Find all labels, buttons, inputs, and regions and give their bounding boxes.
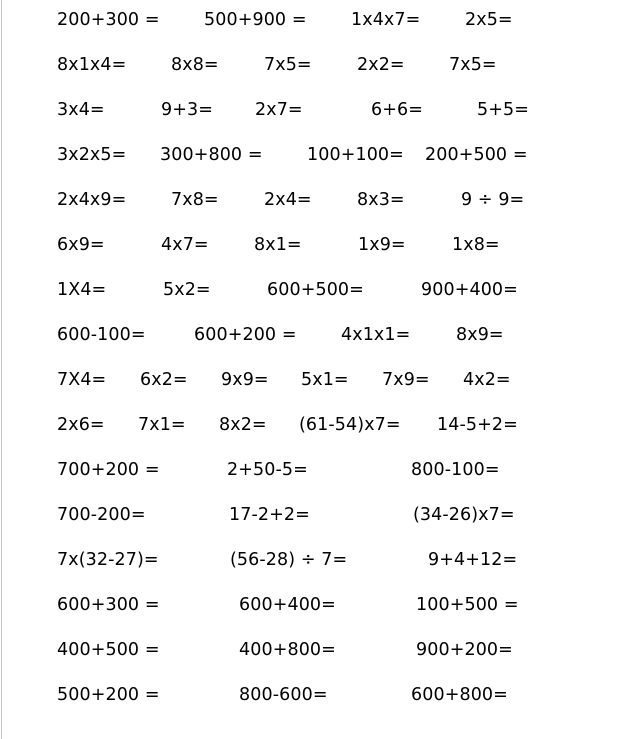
math-problem: 6+6= <box>371 100 423 120</box>
math-problem: 500+900 = <box>204 10 307 30</box>
math-problem: 3x2x5= <box>57 145 127 165</box>
math-problem: 6x2= <box>140 370 188 390</box>
problem-row <box>0 95 633 125</box>
math-problem: 600+500= <box>267 280 364 300</box>
math-problem: 9+4+12= <box>428 550 518 570</box>
math-problem: 4x2= <box>463 370 511 390</box>
math-problem: 600+200 = <box>194 325 297 345</box>
math-problem: 7X4= <box>57 370 107 390</box>
math-problem: 600+300 = <box>57 595 160 615</box>
math-problem: 2+50-5= <box>227 460 308 480</box>
problem-row <box>0 680 633 710</box>
math-problem: 900+400= <box>421 280 518 300</box>
math-problem: 1X4= <box>57 280 107 300</box>
math-problem: 2x5= <box>465 10 513 30</box>
math-problem: 8x2= <box>219 415 267 435</box>
math-problem: 800-600= <box>239 685 328 705</box>
math-problem: 1x9= <box>358 235 406 255</box>
math-problem: 600+400= <box>239 595 336 615</box>
math-problem: 5+5= <box>477 100 529 120</box>
math-problem: 7x5= <box>449 55 497 75</box>
math-problem: 600-100= <box>57 325 146 345</box>
math-problem: 100+100= <box>307 145 404 165</box>
math-problem: (61-54)x7= <box>299 415 401 435</box>
math-problem: 800-100= <box>411 460 500 480</box>
math-problem: 2x6= <box>57 415 105 435</box>
math-problem: 900+200= <box>416 640 513 660</box>
math-problem: 8x1x4= <box>57 55 127 75</box>
math-problem: 700-200= <box>57 505 146 525</box>
math-problem: 9+3= <box>161 100 213 120</box>
problem-row <box>0 590 633 620</box>
problem-row <box>0 365 633 395</box>
math-problem: 7x8= <box>171 190 219 210</box>
math-problem: 7x5= <box>264 55 312 75</box>
math-problem: 700+200 = <box>57 460 160 480</box>
problem-row <box>0 410 633 440</box>
math-problem: 9 ÷ 9= <box>461 190 525 210</box>
math-problem: 14-5+2= <box>437 415 518 435</box>
math-problem: 3x4= <box>57 100 105 120</box>
math-problem: 5x1= <box>301 370 349 390</box>
math-problem: 8x9= <box>456 325 504 345</box>
math-problem: 2x2= <box>357 55 405 75</box>
math-problem: 8x1= <box>254 235 302 255</box>
math-problem: 600+800= <box>411 685 508 705</box>
math-problem: 4x7= <box>161 235 209 255</box>
problem-row <box>0 140 633 170</box>
math-problem: 2x4= <box>264 190 312 210</box>
problem-row <box>0 275 633 305</box>
problem-row <box>0 545 633 575</box>
math-problem: 7x1= <box>138 415 186 435</box>
problem-row <box>0 455 633 485</box>
math-problem: 2x7= <box>255 100 303 120</box>
math-problem: 100+500 = <box>416 595 519 615</box>
math-problem: 200+300 = <box>57 10 160 30</box>
math-problem: 8x8= <box>171 55 219 75</box>
math-problem: 8x3= <box>357 190 405 210</box>
math-problem: 1x8= <box>452 235 500 255</box>
math-problem: (56-28) ÷ 7= <box>230 550 348 570</box>
math-problem: (34-26)x7= <box>413 505 515 525</box>
problem-row <box>0 185 633 215</box>
math-problem: 400+800= <box>239 640 336 660</box>
problem-row <box>0 230 633 260</box>
math-problem: 200+500 = <box>425 145 528 165</box>
math-problem: 1x4x7= <box>351 10 421 30</box>
math-problem: 9x9= <box>221 370 269 390</box>
problem-row <box>0 500 633 530</box>
math-problem: 300+800 = <box>160 145 263 165</box>
math-problem: 400+500 = <box>57 640 160 660</box>
math-problem: 6x9= <box>57 235 105 255</box>
problem-row <box>0 635 633 665</box>
math-problem: 7x9= <box>382 370 430 390</box>
problem-row <box>0 50 633 80</box>
math-problem: 4x1x1= <box>341 325 411 345</box>
problem-row <box>0 5 633 35</box>
math-problem: 5x2= <box>163 280 211 300</box>
problem-row <box>0 320 633 350</box>
math-problem: 7x(32-27)= <box>57 550 159 570</box>
math-problem: 500+200 = <box>57 685 160 705</box>
math-problem: 17-2+2= <box>229 505 310 525</box>
math-problem: 2x4x9= <box>57 190 127 210</box>
